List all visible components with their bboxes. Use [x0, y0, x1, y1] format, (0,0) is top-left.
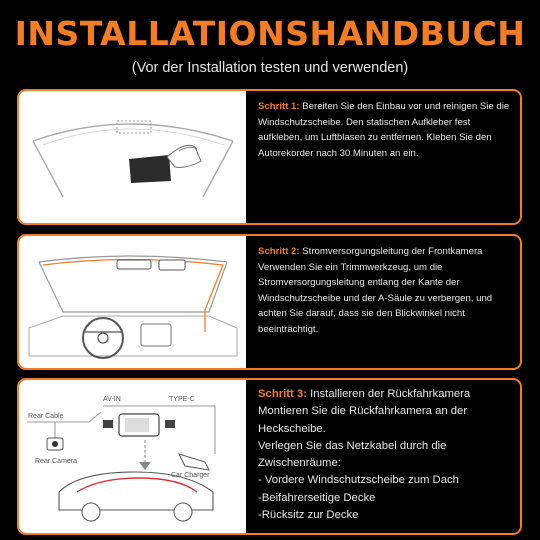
car-interior-cable-illustration	[19, 236, 246, 368]
step-2-description: Stromversorgungsleitung der Frontkamera Verwenden Sie ein Trimmwerkzeug, um die Stromversorgungsleitung entlang der Kante der Windschutzscheibe und der A-Säule zu verbergen, und achten Sie darauf, dass sie den Blickwinkel nicht beeinträchtigt.	[258, 246, 493, 335]
step-3-line-2: Verlegen Sie das Netzkabel durch die Zwischenräume:	[258, 439, 447, 470]
step-3-line-1: Montieren Sie die Rückfahrkamera an der Heckscheibe.	[258, 405, 468, 435]
rear-camera-wiring-diagram	[19, 380, 246, 533]
step-1-illustration	[19, 91, 246, 223]
type-c-label: TYPE-C	[169, 396, 195, 403]
step-2-text	[246, 236, 520, 368]
step-2-label: Schritt 2:	[258, 246, 300, 257]
page-subtitle: (Vor der Installation testen und verwenden)	[131, 60, 409, 76]
windshield-sticker-illustration	[19, 91, 246, 223]
step-3-line-4: -Beifahrerseitige Decke	[258, 491, 376, 504]
step-3-illustration	[19, 380, 246, 533]
step-3-intro: Installieren der Rückfahrkamera	[306, 388, 471, 400]
step-2-card	[17, 234, 522, 370]
step-1-text	[246, 91, 520, 223]
step-3-line-5: -Rücksitz zur Decke	[258, 509, 359, 522]
step-1-description: Bereiten Sie den Einbau vor und reinigen Sie die Windschutzscheibe. Den statischen Aufkleber fest aufkleben, um Luftblasen zu entfernen. Kleben Sie den Autorekorder nach 30 Minuten an ein.	[258, 101, 510, 159]
step-1-card	[17, 89, 522, 225]
av-in-label: AV-IN	[103, 396, 121, 403]
step-1-label: Schritt 1:	[258, 101, 300, 112]
rear-cable-label: Rear Cable	[28, 413, 64, 420]
car-charger-label: Car Charger	[171, 472, 210, 479]
page-title: INSTALLATIONSHANDBUCH	[14, 14, 526, 53]
step-3-line-3: - Vordere Windschutzscheibe zum Dach	[258, 474, 459, 487]
rear-camera-label: Rear Camera	[35, 458, 78, 465]
step-2-illustration	[19, 236, 246, 368]
step-3-card	[17, 378, 522, 535]
step-3-text	[246, 380, 520, 533]
step-3-label: Schritt 3:	[258, 388, 307, 400]
